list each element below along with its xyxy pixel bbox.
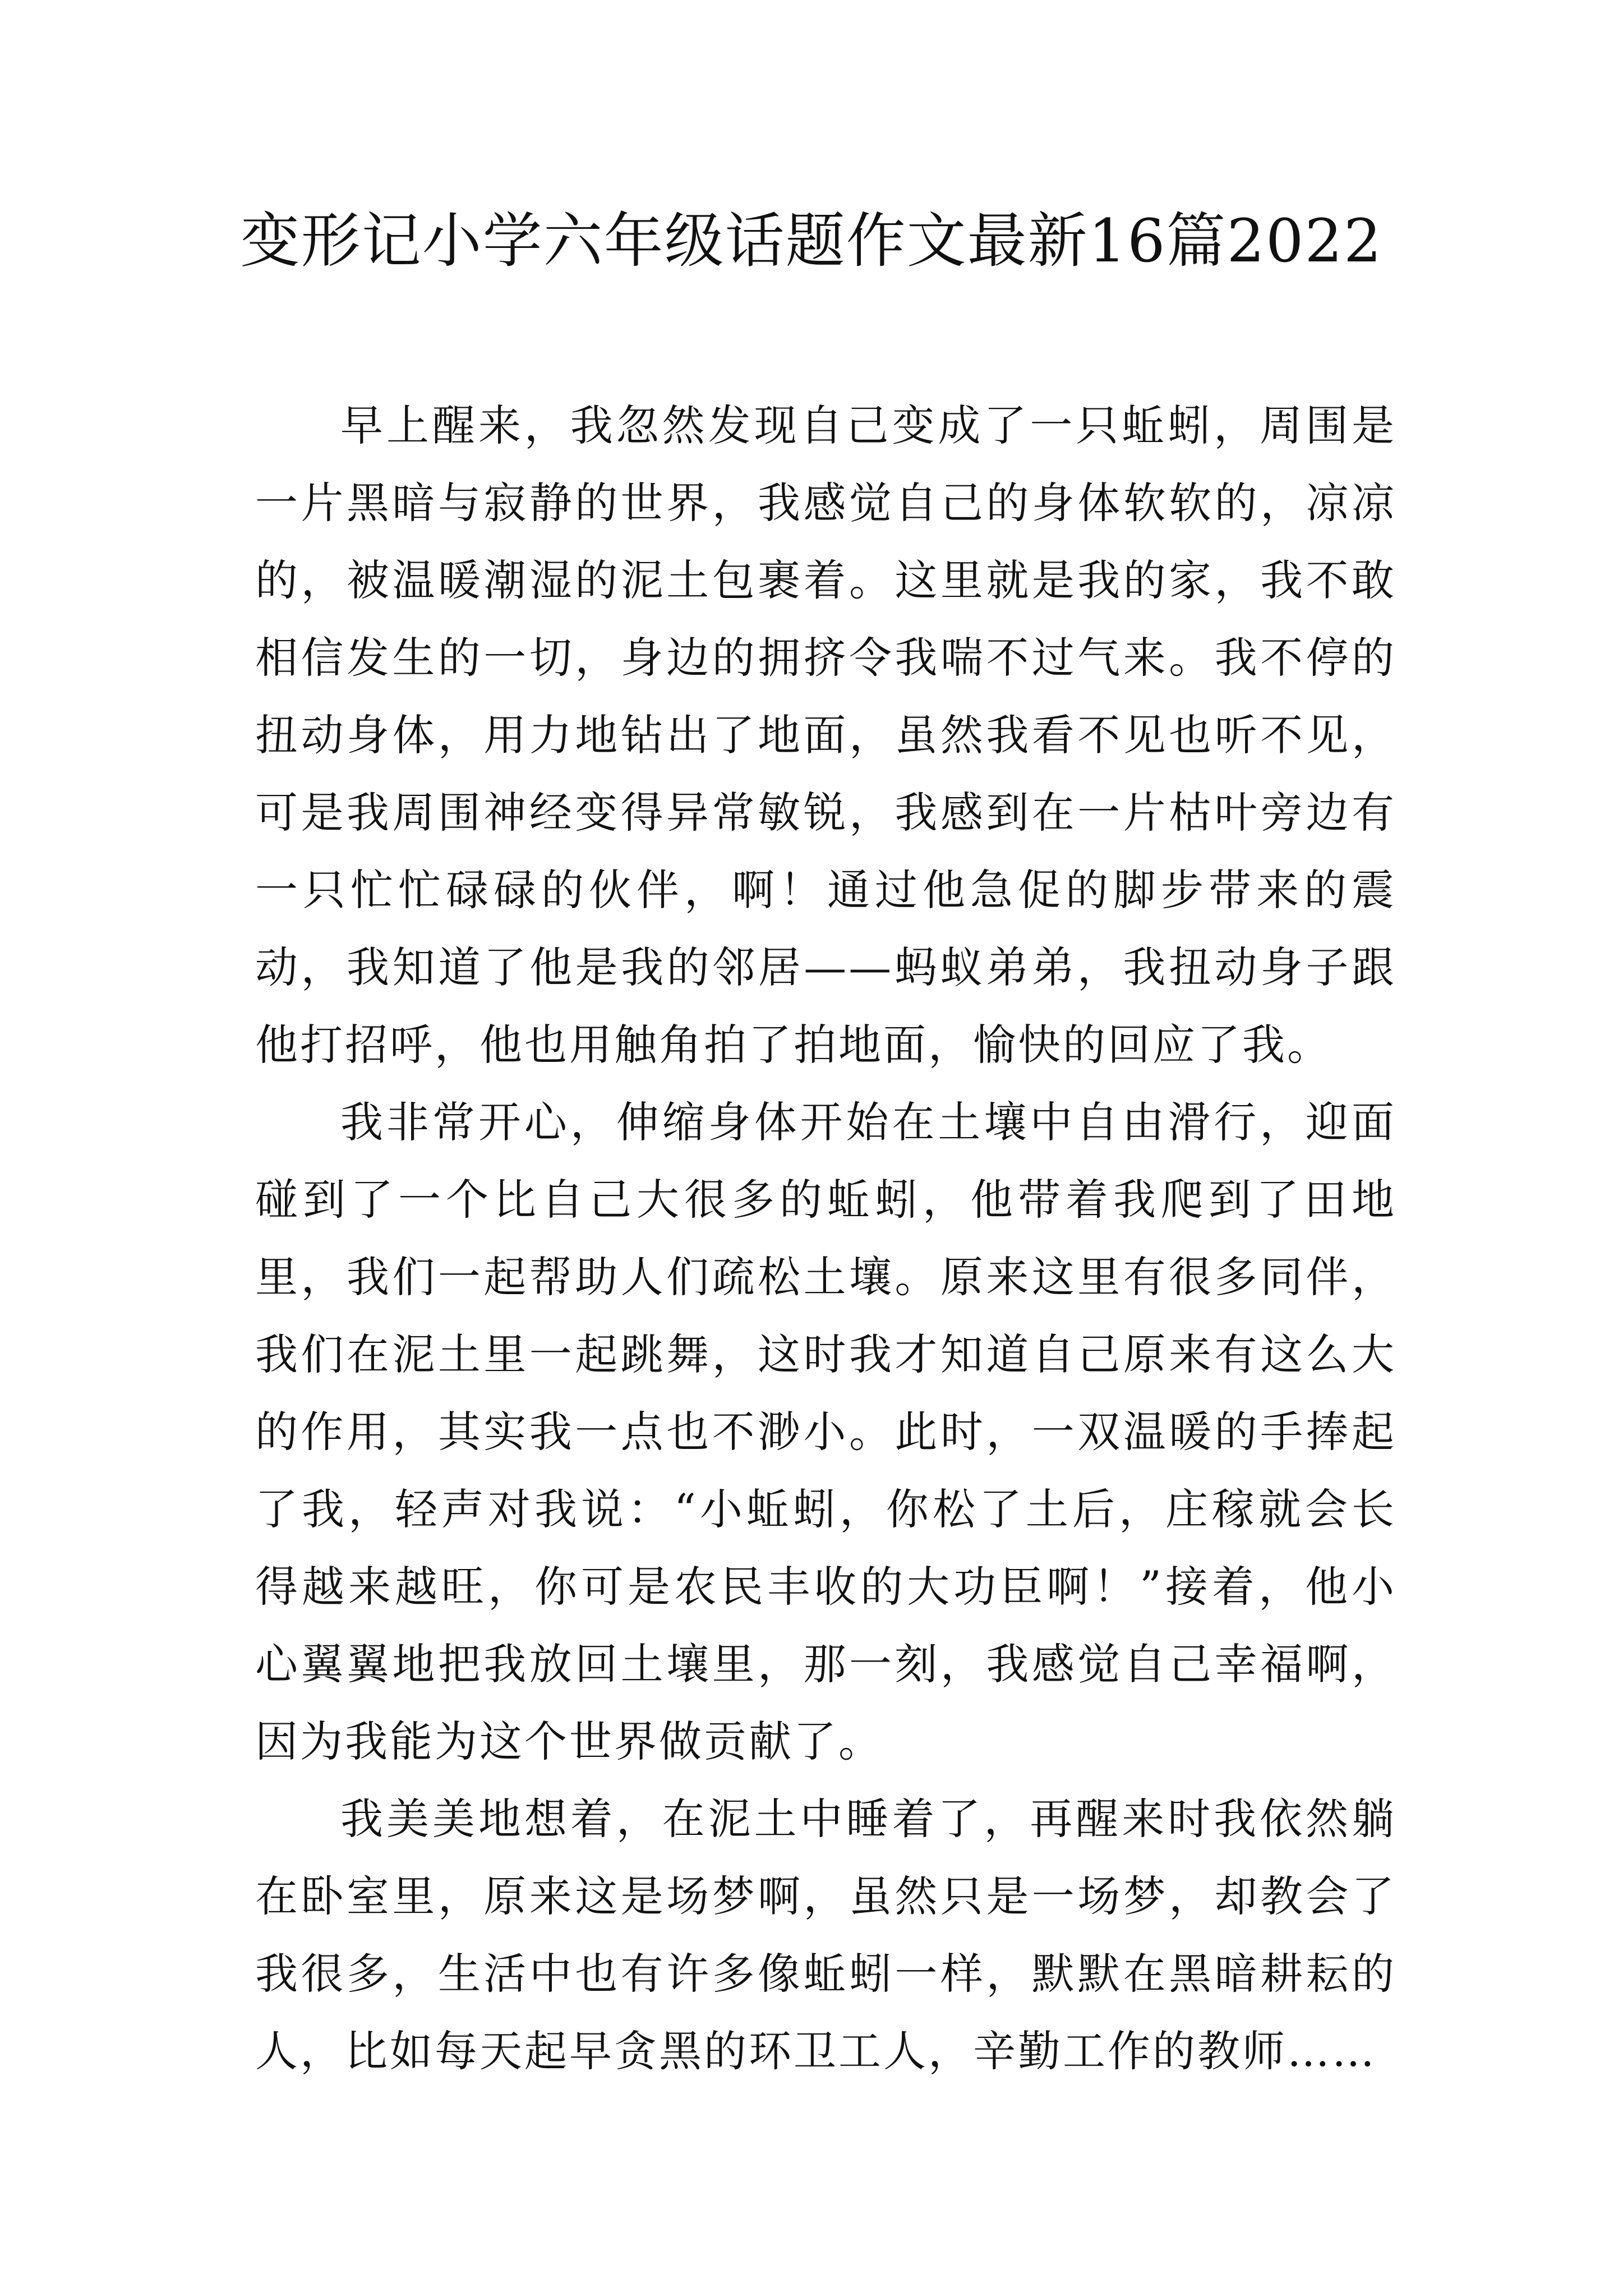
- paragraph-2: 我非常开心，伸缩身体开始在土壤中自由滑行，迎面碰到了一个比自己大很多的蚯蚓，他带着我爬到了田地里，我们一起帮助人们疏松土壤。原来这里有很多同伴，我们在泥土里一起跳舞，这时我才知道自己原来有这么大的作用，其实我一点也不渺小。此时，一双温暖的手捧起了我，轻声对我说：“小蚯蚓，你松了土后，庄稼就会长得越来越旺，你可是农民丰收的大功臣啊！”接着，他小心翼翼地把我放回土壤里，那一刻，我感觉自己幸福啊，因为我能为这个世界做贡献了。: [255, 1097, 1396, 1766]
- paragraph-1: 早上醒来，我忽然发现自己变成了一只蚯蚓，周围是一片黑暗与寂静的世界，我感觉自己的身体软软的，凉凉的，被温暖潮湿的泥土包裹着。这里就是我的家，我不敢相信发生的一切，身边的拥挤令我喘不过气来。我不停的扭动身体，用力地钻出了地面，虽然我看不见也听不见，可是我周围神经变得异常敏锐，我感到在一片枯叶旁边有一只忙忙碌碌的伙伴，啊！通过他急促的脚步带来的震动，我知道了他是我的邻居——蚂蚁弟弟，我扭动身子跟他打招呼，他也用触角拍了拍地面，愉快的回应了我。: [255, 401, 1396, 1070]
- paragraph-3: 我美美地想着，在泥土中睡着了，再醒来时我依然躺在卧室里，原来这是场梦啊，虽然只是一场梦，却教会了我很多，生活中也有许多像蚯蚓一样，默默在黑暗耕耘的人，比如每天起早贪黑的环卫工人，辛勤工作的教师……: [255, 1794, 1396, 2076]
- document-body: [255, 387, 1396, 2090]
- document-title: 变形记小学六年级话题作文最新16篇2022: [240, 206, 1383, 275]
